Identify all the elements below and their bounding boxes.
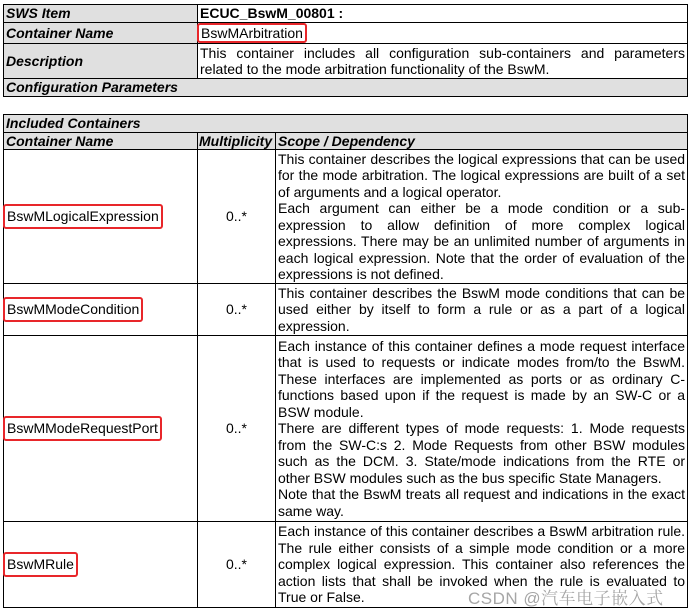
scope-paragraph: This container describes the logical expressions that can be used for the mode arbitration. The logical expressions are built of a set of arguments and a logical operator. — [278, 150, 686, 200]
table-row — [4, 522, 688, 608]
scope-paragraph: There are different types of mode requests: 1. Mode requests from the SW-C:s 2. Mode Requests from other BSW modules such as the DCM. 3. State/mode indications from the RTE or other BSW modules such as the bus specific State Managers. — [278, 420, 686, 486]
description-label: Description — [4, 44, 198, 79]
multiplicity: 0..* — [198, 284, 276, 336]
container-name: BswMRule — [3, 552, 78, 577]
table-row — [4, 150, 688, 284]
scope-paragraph: This container describes the BswM mode conditions that can be used either by itself to form a rule or as a part of a logical expression. — [278, 284, 686, 334]
container-name-cell — [4, 284, 198, 336]
scope-dependency — [276, 284, 688, 336]
table-row — [4, 284, 688, 336]
container-name: BswMModeCondition — [3, 297, 143, 322]
scope-paragraph: Note that the BswM treats all request and indications in the exact same way. — [278, 486, 686, 519]
sws-item-table — [3, 4, 688, 97]
watermark: CSDN @汽车电子嵌入式 — [468, 589, 664, 608]
column-header-row — [4, 132, 688, 150]
container-name-value: BswMArbitration — [197, 23, 307, 44]
table-row — [4, 336, 688, 522]
description-value: This container includes all configuration sub-containers and parameters related to the mode arbitration functionality of the BswM. — [198, 44, 688, 79]
column-header-multiplicity: Multiplicity — [198, 132, 276, 150]
container-name-row — [4, 22, 688, 44]
container-name: BswMLogicalExpression — [3, 204, 163, 229]
column-header-container-name: Container Name — [4, 132, 198, 150]
container-name-cell — [4, 522, 198, 608]
configuration-parameters-label: Configuration Parameters — [4, 79, 688, 97]
container-name-cell — [4, 336, 198, 522]
sws-item-row — [4, 5, 688, 23]
container-name: BswMModeRequestPort — [3, 416, 162, 441]
included-containers-table — [3, 114, 688, 608]
container-name-cell — [198, 22, 688, 44]
multiplicity: 0..* — [198, 150, 276, 284]
container-name-label: Container Name — [4, 22, 198, 44]
sws-item-label: SWS Item — [4, 5, 198, 23]
scope-dependency — [276, 336, 688, 522]
scope-paragraph: Each argument can either be a mode condition or a sub-expression to allow definition of more complex logical expressions. There may be an unlimited number of arguments in each logical expression. Note that the order of evaluation of the expressions is not defined. — [278, 200, 686, 282]
scope-paragraph: Each instance of this container defines a mode request interface that is used to requests or indicate modes from/to the BswM. These interfaces are implemented as ports or as ordinary C-functions based upon if the request is made by an SW-C or a BSW module. — [278, 337, 686, 420]
configuration-parameters-row — [4, 79, 688, 97]
multiplicity: 0..* — [198, 336, 276, 522]
container-name-cell — [4, 150, 198, 284]
scope-paragraph: Each instance of this container describes a BswM arbitration rule. The rule either consists of a simple mode condition or a more complex logical expression. This container also references the action lists that shall be invoked when the rule is evaluated to True or False. — [278, 523, 686, 606]
sws-item-value: ECUC_BswM_00801 : — [198, 5, 688, 23]
included-containers-title: Included Containers — [4, 115, 688, 133]
scope-dependency — [276, 150, 688, 284]
scope-dependency — [276, 522, 688, 608]
included-containers-title-row — [4, 115, 688, 133]
description-row — [4, 44, 688, 79]
column-header-scope: Scope / Dependency — [276, 132, 688, 150]
multiplicity: 0..* — [198, 522, 276, 608]
